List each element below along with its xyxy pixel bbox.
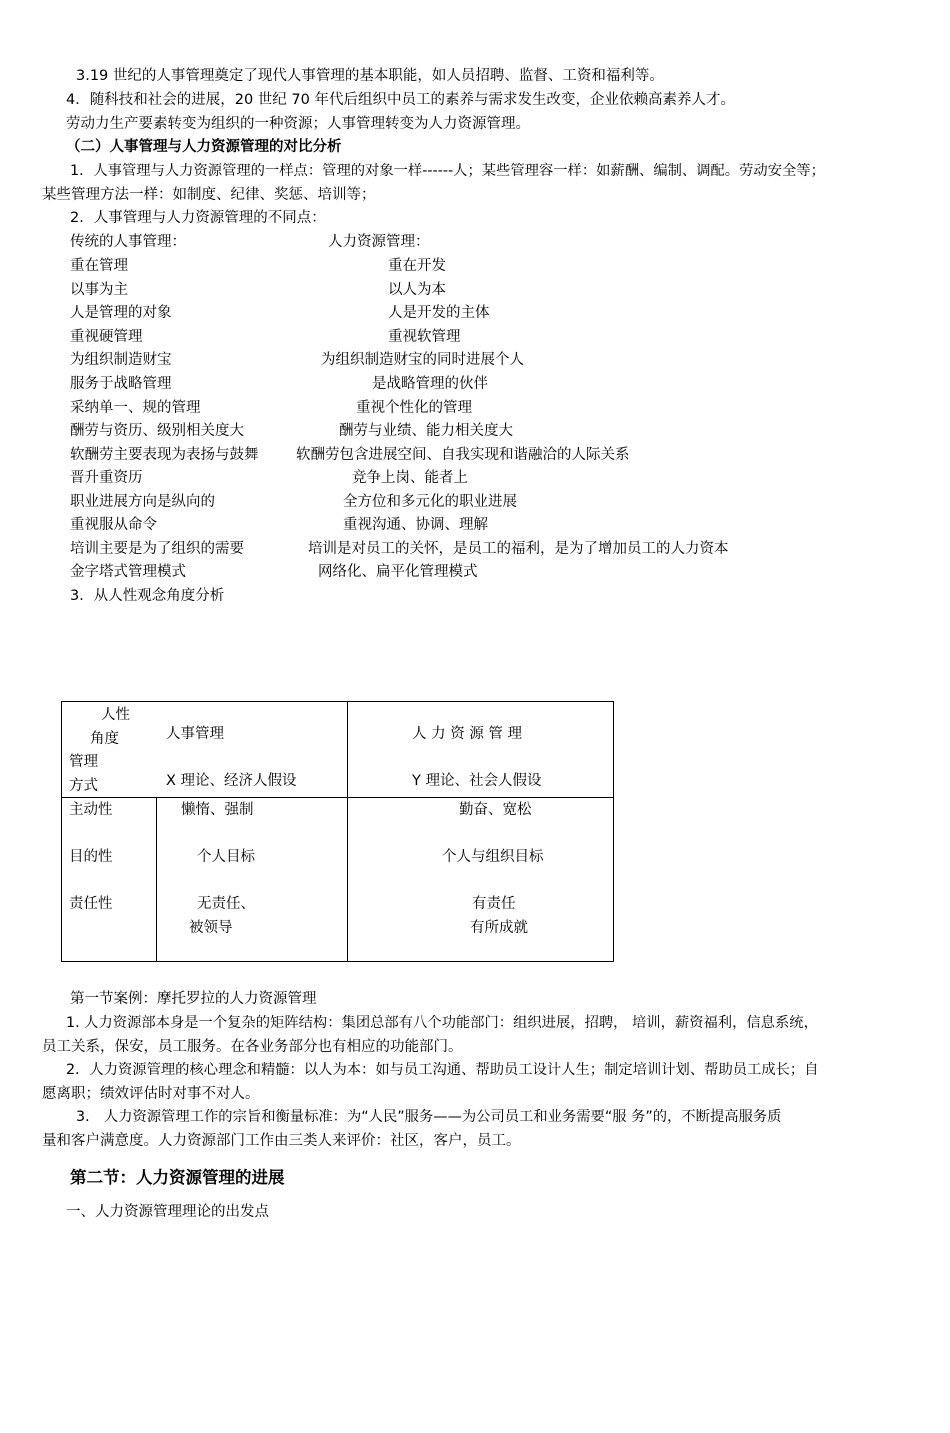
table-corner-label: 角度 <box>90 731 119 747</box>
comparison-right: 重在开发 <box>388 258 446 274</box>
table-cell: 勤奋、宽松 <box>459 802 532 818</box>
comparison-left: 金字塔式管理模式 <box>70 564 186 580</box>
case-paragraph-3-line-2: 量和客户满意度。人力资源部门工作由三类人来评价：社区，客户，员工。 <box>42 1133 521 1149</box>
comparison-right: 全方位和多元化的职业进展 <box>343 494 517 510</box>
table-divider-vertical-lower <box>156 797 157 961</box>
table-divider-vertical <box>347 702 348 961</box>
comparison-right: 人是开发的主体 <box>388 305 490 321</box>
human-nature-intro: 3．从人性观念角度分析 <box>70 588 225 604</box>
case-paragraph-1-line-2: 员工关系，保安，员工服务。在各业务部分也有相应的功能部门。 <box>42 1039 463 1055</box>
comparison-right: 重视个性化的管理 <box>356 400 472 416</box>
comparison-right: 酬劳与业绩、能力相关度大 <box>339 423 513 439</box>
table-divider-horizontal <box>62 797 613 798</box>
similarities-line-1: 1．人事管理与人力资源管理的一样点：管理的对象一样------人；某些管理容一样：如薪酬、编制、调配。劳动安全等； <box>70 163 825 179</box>
comparison-right: 重视软管理 <box>388 329 461 345</box>
similarities-line-2: 某些管理方法一样：如制度、纪律、奖惩、培训等； <box>42 187 376 203</box>
comparison-right: 为组织制造财宝的同时进展个人 <box>321 352 524 368</box>
comparison-left: 采纳单一、规的管理 <box>70 400 201 416</box>
case-paragraph-2-line-2: 愿离职；绩效评估时对事不对人。 <box>42 1086 260 1102</box>
comparison-left: 酬劳与资历、级别相关度大 <box>70 423 244 439</box>
differences-intro: 2．人事管理与人力资源管理的不同点： <box>70 210 326 226</box>
case-paragraph-2-line-1: 2．人力资源管理的核心理念和精髓：以人为本：如与员工沟通、帮助员工设计人生；制定培训计划、帮助员工成长；自 <box>66 1062 819 1078</box>
table-cell: 有责任 <box>472 896 516 912</box>
section-heading-comparison: （二）人事管理与人力资源管理的对比分析 <box>66 139 342 155</box>
case-title: 第一节案例：摩托罗拉的人力资源管理 <box>70 991 317 1007</box>
table-corner-label: 人性 <box>101 707 130 723</box>
comparison-left: 重在管理 <box>70 258 128 274</box>
table-col2-theory: Y 理论、社会人假设 <box>412 773 542 789</box>
hrm-header: 人力资源管理： <box>328 234 430 250</box>
intro-paragraph-3: 3.19 世纪的人事管理奠定了现代人事管理的基本职能，如人员招聘、监督、工资和福利等。 <box>76 68 664 84</box>
human-nature-table <box>61 701 614 962</box>
comparison-right: 是战略管理的伙伴 <box>372 376 488 392</box>
subsection-theory-starting-point: 一、人力资源管理理论的出发点 <box>66 1204 269 1220</box>
comparison-left: 服务于战略管理 <box>70 376 172 392</box>
intro-paragraph-5: 劳动力生产要素转变为组织的一种资源；人事管理转变为人力资源管理。 <box>66 116 530 132</box>
case-paragraph-1-line-1: 1. 人力资源部本身是一个复杂的矩阵结构：集团总部有八个功能部门：组织进展，招聘， 培训，薪资福利，信息系统， <box>66 1015 818 1031</box>
comparison-right: 竞争上岗、能者上 <box>352 470 468 486</box>
case-paragraph-3-line-1: 3． 人力资源管理工作的宗旨和衡量标准：为“人民”服务——为公司员工和业务需要“服 务”的，不断提高服务质 <box>76 1109 782 1125</box>
comparison-right: 软酬劳包含进展空间、自我实现和谐融洽的人际关系 <box>296 447 630 463</box>
comparison-right: 重视沟通、协调、理解 <box>343 517 488 533</box>
table-cell: 个人与组织目标 <box>442 849 544 865</box>
table-cell: 懒惰、强制 <box>181 802 254 818</box>
table-col1-title: 人事管理 <box>166 726 224 742</box>
comparison-left: 职业进展方向是纵向的 <box>70 494 215 510</box>
comparison-right: 以人为本 <box>388 282 446 298</box>
comparison-left: 培训主要是为了组织的需要 <box>70 541 244 557</box>
table-row-label: 责任性 <box>69 896 113 912</box>
table-cell: 个人目标 <box>197 849 255 865</box>
table-col1-theory: X 理论、经济人假设 <box>166 773 297 789</box>
comparison-left: 重视服从命令 <box>70 517 157 533</box>
table-cell: 有所成就 <box>470 920 528 936</box>
comparison-right: 网络化、扁平化管理模式 <box>318 564 478 580</box>
traditional-hr-header: 传统的人事管理： <box>70 234 186 250</box>
table-corner-label: 方式 <box>69 778 98 794</box>
comparison-left: 晋升重资历 <box>70 470 143 486</box>
table-col2-title: 人 力 资 源 管 理 <box>412 726 523 742</box>
comparison-left: 以事为主 <box>70 282 128 298</box>
table-row-label: 目的性 <box>69 849 113 865</box>
comparison-right: 培训是对员工的关怀，是员工的福利，是为了增加员工的人力资本 <box>308 541 729 557</box>
table-corner-label: 管理 <box>69 754 98 770</box>
comparison-left: 软酬劳主要表现为表扬与鼓舞 <box>70 447 259 463</box>
section-heading-development: 第二节：人力资源管理的进展 <box>70 1168 285 1187</box>
table-row-label: 主动性 <box>69 802 113 818</box>
comparison-left: 人是管理的对象 <box>70 305 172 321</box>
table-cell: 被领导 <box>189 920 233 936</box>
table-cell: 无责任、 <box>197 896 255 912</box>
intro-paragraph-4: 4．随科技和社会的进展，20 世纪 70 年代后组织中员工的素养与需求发生改变，企业依赖高素养人才。 <box>66 92 735 108</box>
comparison-left: 重视硬管理 <box>70 329 143 345</box>
comparison-left: 为组织制造财宝 <box>70 352 172 368</box>
